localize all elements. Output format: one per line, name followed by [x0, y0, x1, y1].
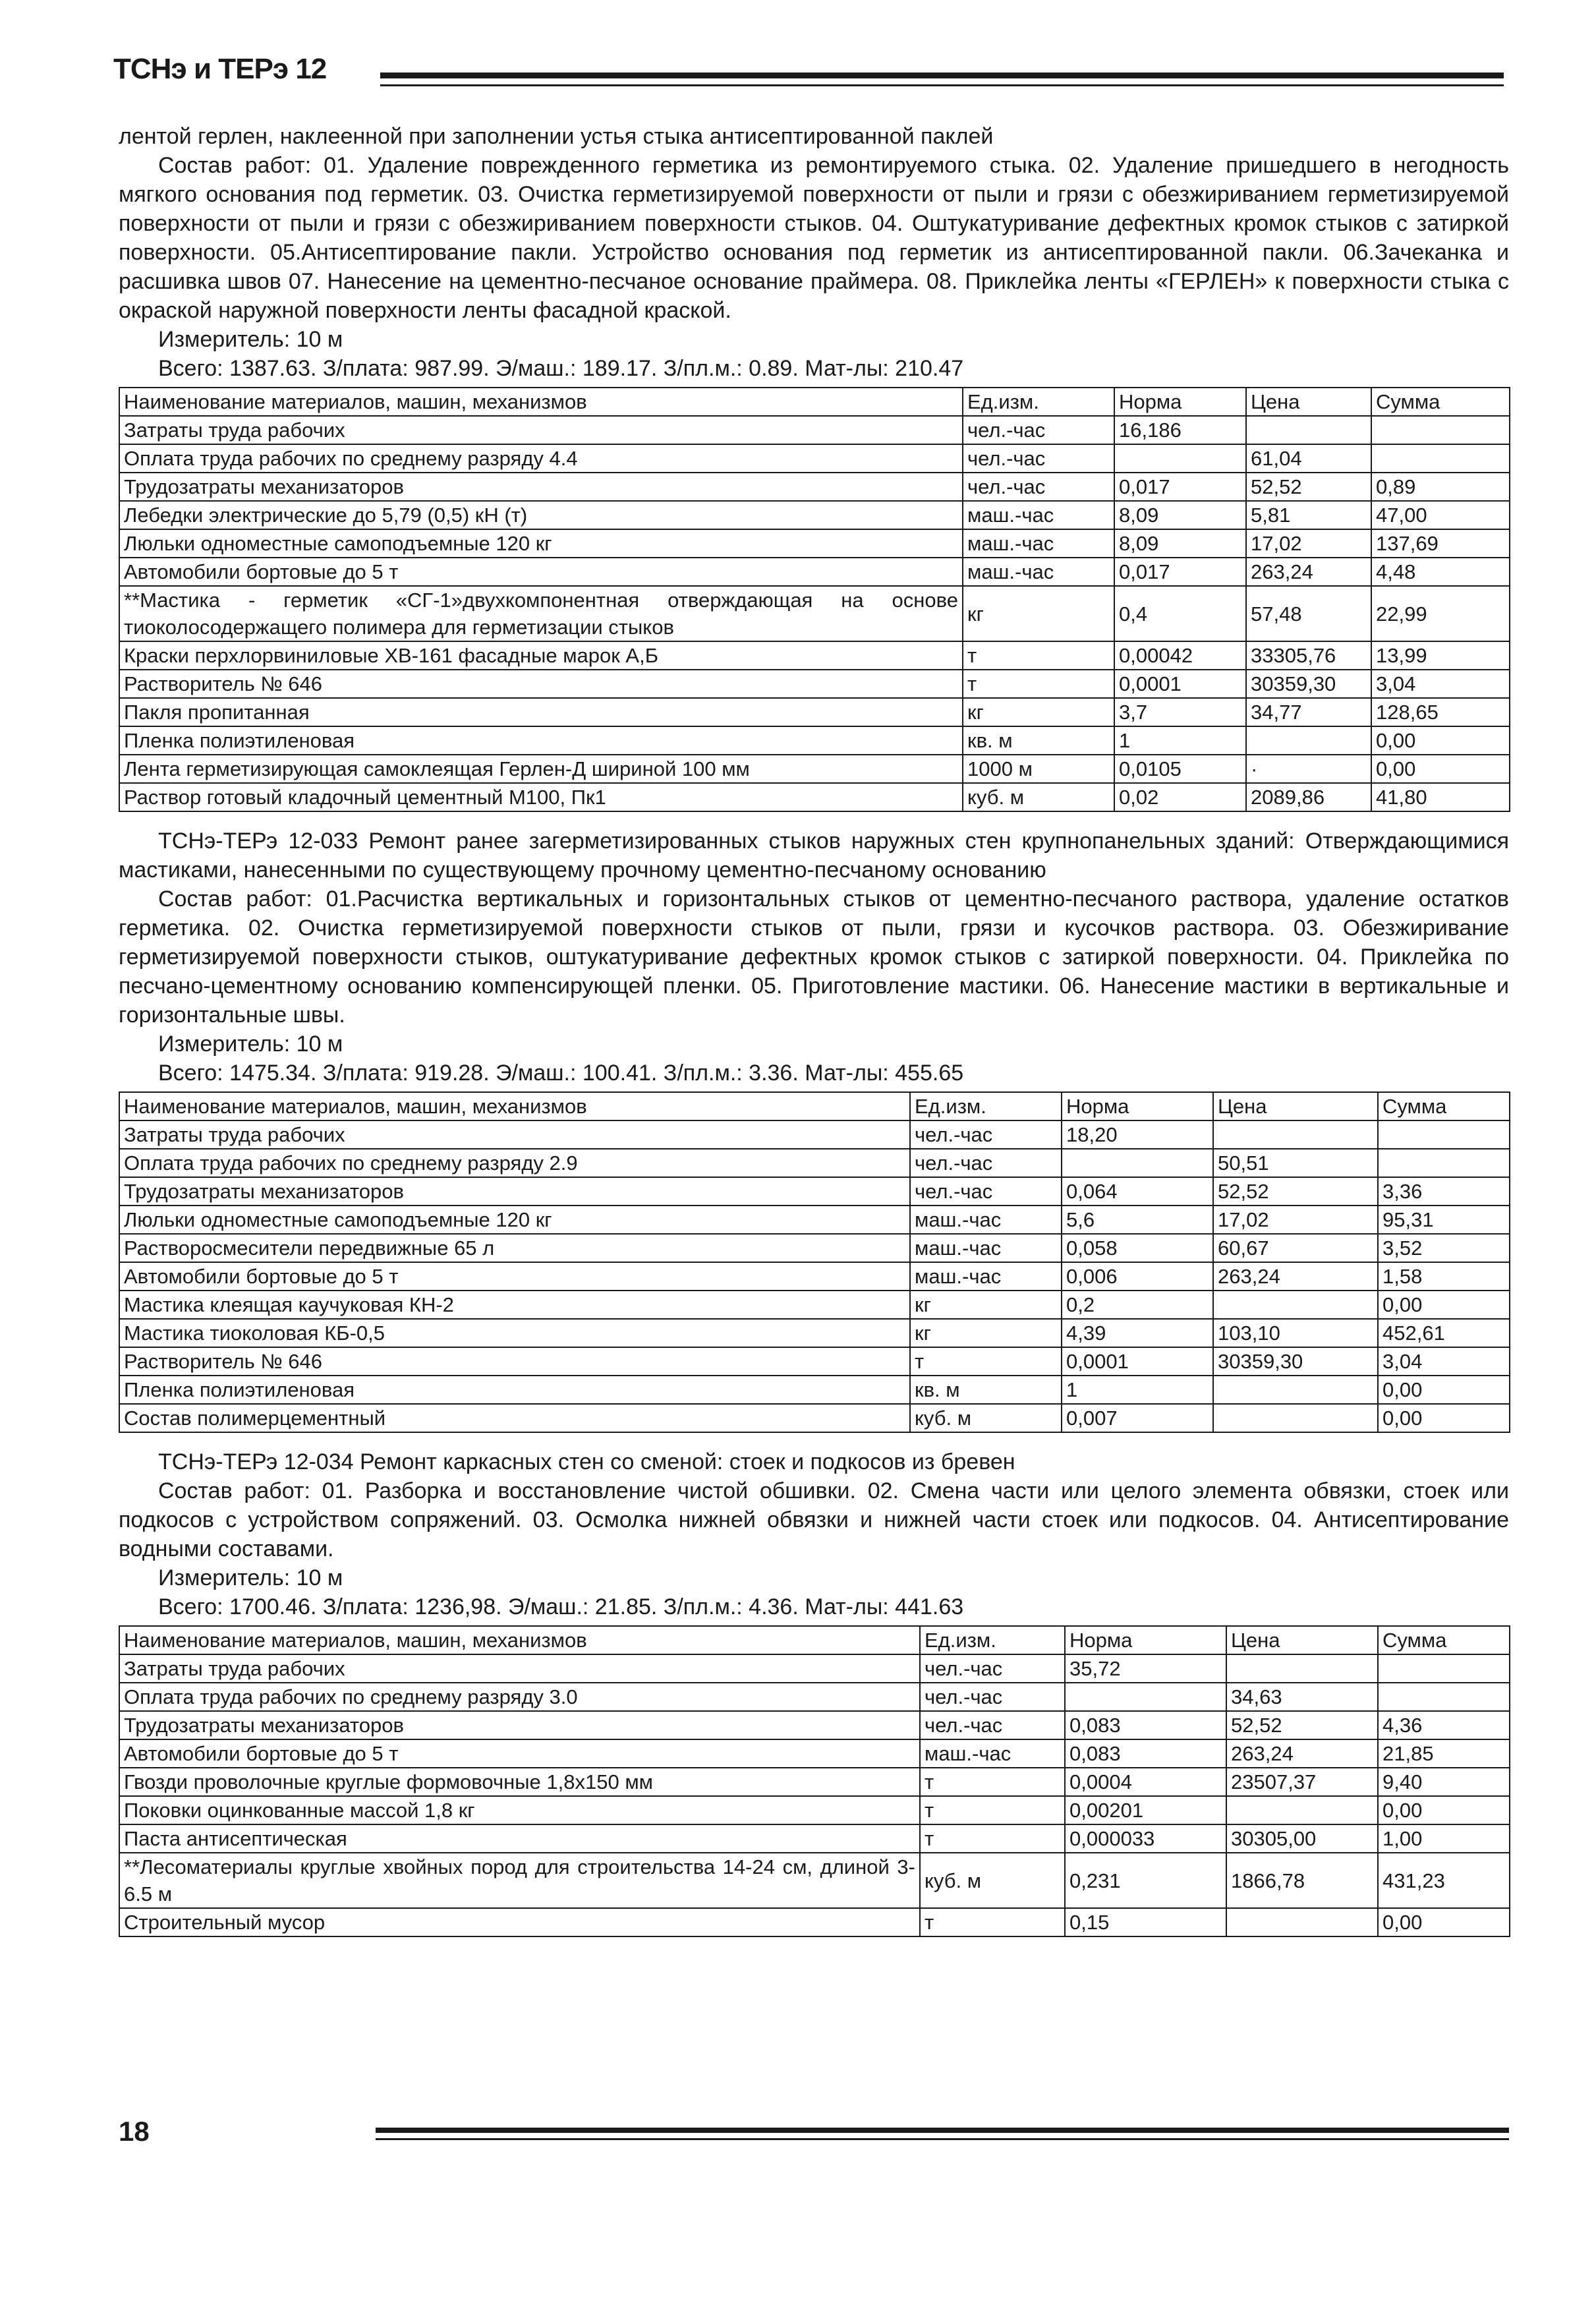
unit-cell: чел.-час [963, 444, 1114, 473]
unit-cell: маш.-час [910, 1262, 1062, 1291]
price-cell: 23507,37 [1226, 1768, 1378, 1796]
norm-cell: 1 [1062, 1376, 1213, 1404]
price-cell: 2089,86 [1246, 783, 1371, 811]
sum-cell [1378, 1120, 1510, 1149]
meter: Измеритель: 10 м [158, 1565, 343, 1590]
header-title: ТСНэ и ТЕРэ 12 [113, 53, 327, 85]
norm-cell: 0,02 [1114, 783, 1246, 811]
price-cell: 263,24 [1246, 558, 1371, 586]
price-cell [1226, 1654, 1378, 1683]
norm-cell [1062, 1149, 1213, 1177]
table-row [119, 1319, 1510, 1347]
unit-cell: куб. м [920, 1853, 1065, 1908]
table-row [119, 1853, 1510, 1908]
unit-cell: маш.-час [963, 529, 1114, 558]
column-header: Ед.изм. [920, 1626, 1065, 1654]
unit-cell: маш.-час [920, 1739, 1065, 1768]
table-row [119, 1120, 1510, 1149]
unit-cell: кг [910, 1291, 1062, 1319]
unit-cell: чел.-час [963, 473, 1114, 501]
unit-cell: чел.-час [910, 1120, 1062, 1149]
footer-rule-thin [376, 2138, 1509, 2140]
table-row [119, 416, 1510, 444]
table-row [119, 501, 1510, 529]
norm-cell: 0,15 [1065, 1908, 1226, 1936]
unit-cell: куб. м [910, 1404, 1062, 1432]
sum-cell: 3,52 [1378, 1234, 1510, 1262]
norm-cell [1065, 1683, 1226, 1711]
column-header: Ед.изм. [963, 388, 1114, 416]
price-cell: 60,67 [1213, 1234, 1378, 1262]
sum-cell: 47,00 [1371, 501, 1510, 529]
unit-cell: т [963, 641, 1114, 670]
sum-cell [1378, 1654, 1510, 1683]
price-cell: 61,04 [1246, 444, 1371, 473]
sum-cell: 95,31 [1378, 1206, 1510, 1234]
sum-cell [1371, 416, 1510, 444]
norm-cell: 35,72 [1065, 1654, 1226, 1683]
resource-name: Мастика клеящая каучуковая КН-2 [119, 1291, 910, 1319]
resource-name: Пленка полиэтиленовая [119, 1376, 910, 1404]
resource-name: Растворитель № 646 [119, 670, 963, 698]
totals: Всего: 1475.34. З/плата: 919.28. Э/маш.: 100.41. З/пл.м.: 3.36. Мат-лы: 455.65 [158, 1061, 964, 1086]
sum-cell: 22,99 [1371, 586, 1510, 641]
price-cell: · [1246, 755, 1371, 783]
table-row [119, 1711, 1510, 1739]
column-header: Наименование материалов, машин, механизмов [119, 1092, 910, 1120]
sum-cell [1378, 1149, 1510, 1177]
norm-cell: 0,058 [1062, 1234, 1213, 1262]
resource-name: Затраты труда рабочих [119, 1654, 920, 1683]
table-row [119, 444, 1510, 473]
resource-name: Трудозатраты механизаторов [119, 473, 963, 501]
norm-cell: 0,017 [1114, 473, 1246, 501]
sum-cell: 431,23 [1378, 1853, 1510, 1908]
resource-name: Мастика тиоколовая КБ-0,5 [119, 1319, 910, 1347]
column-header: Норма [1062, 1092, 1213, 1120]
unit-cell: кв. м [910, 1376, 1062, 1404]
unit-cell: т [910, 1347, 1062, 1376]
norm-cell: 0,0105 [1114, 755, 1246, 783]
column-header: Сумма [1378, 1092, 1510, 1120]
column-header: Цена [1213, 1092, 1378, 1120]
resource-name: Автомобили бортовые до 5 т [119, 1262, 910, 1291]
resource-name: Трудозатраты механизаторов [119, 1711, 920, 1739]
sum-cell: 0,00 [1378, 1404, 1510, 1432]
table-header-row [119, 1626, 1510, 1654]
resource-name: Затраты труда рабочих [119, 416, 963, 444]
price-cell: 57,48 [1246, 586, 1371, 641]
price-cell: 5,81 [1246, 501, 1371, 529]
resource-name: Люльки одноместные самоподъемные 120 кг [119, 529, 963, 558]
table-row [119, 726, 1510, 755]
norm-cell: 0,064 [1062, 1177, 1213, 1206]
resource-name: Паста антисептическая [119, 1824, 920, 1853]
price-cell [1213, 1404, 1378, 1432]
unit-cell: маш.-час [910, 1206, 1062, 1234]
column-header: Цена [1226, 1626, 1378, 1654]
page-footer [119, 2116, 1509, 2155]
table-row [119, 529, 1510, 558]
norm-cell: 0,083 [1065, 1739, 1226, 1768]
table-row [119, 1376, 1510, 1404]
price-cell [1213, 1120, 1378, 1149]
footer-rule [376, 2128, 1509, 2133]
sum-cell [1378, 1683, 1510, 1711]
sum-cell: 0,00 [1371, 755, 1510, 783]
table-row [119, 755, 1510, 783]
norm-cell: 0,007 [1062, 1404, 1213, 1432]
table-row [119, 586, 1510, 641]
section-title: ТСНэ-ТЕРэ 12-033 Ремонт ранее загерметизированных стыков наружных стен крупнопанельных зданий: Отверждающимися мастиками, нанесенными по существующему прочному цементно-песчаному основанию [119, 829, 1509, 883]
unit-cell: т [920, 1908, 1065, 1936]
sum-cell: 3,36 [1378, 1177, 1510, 1206]
unit-cell: маш.-час [963, 558, 1114, 586]
price-cell [1246, 416, 1371, 444]
price-cell [1246, 726, 1371, 755]
table-row [119, 1824, 1510, 1853]
table-row [119, 1347, 1510, 1376]
norm-cell: 0,017 [1114, 558, 1246, 586]
sum-cell: 1,58 [1378, 1262, 1510, 1291]
table-row [119, 698, 1510, 726]
resource-name: Оплата труда рабочих по среднему разряду 3.0 [119, 1683, 920, 1711]
header-rule [380, 73, 1504, 78]
column-header: Наименование материалов, машин, механизмов [119, 388, 963, 416]
table-row [119, 1177, 1510, 1206]
price-cell: 52,52 [1213, 1177, 1378, 1206]
price-cell: 30359,30 [1213, 1347, 1378, 1376]
resource-name: Автомобили бортовые до 5 т [119, 558, 963, 586]
column-header: Сумма [1378, 1626, 1510, 1654]
resource-name: Пленка полиэтиленовая [119, 726, 963, 755]
norm-cell: 4,39 [1062, 1319, 1213, 1347]
resource-name: Краски перхлорвиниловые ХВ-161 фасадные марок А,Б [119, 641, 963, 670]
resource-name: Состав полимерцементный [119, 1404, 910, 1432]
unit-cell: т [920, 1796, 1065, 1824]
table-row [119, 670, 1510, 698]
table-row [119, 1908, 1510, 1936]
price-cell: 263,24 [1213, 1262, 1378, 1291]
sum-cell: 128,65 [1371, 698, 1510, 726]
table-row [119, 1768, 1510, 1796]
norm-cell: 0,00201 [1065, 1796, 1226, 1824]
norm-cell: 16,186 [1114, 416, 1246, 444]
table-row [119, 1404, 1510, 1432]
totals: Всего: 1387.63. З/плата: 987.99. Э/маш.: 189.17. З/пл.м.: 0.89. Мат-лы: 210.47 [158, 356, 964, 381]
table-row [119, 1149, 1510, 1177]
resource-name: Пакля пропитанная [119, 698, 963, 726]
sum-cell: 0,89 [1371, 473, 1510, 501]
section-title: ТСНэ-ТЕРэ 12-034 Ремонт каркасных стен со сменой: стоек и подкосов из бревен [158, 1449, 1015, 1474]
norm-cell: 0,006 [1062, 1262, 1213, 1291]
table-row [119, 1262, 1510, 1291]
resource-name: Раствор готовый кладочный цементный М100, Пк1 [119, 783, 963, 811]
column-header: Цена [1246, 388, 1371, 416]
resources-table [119, 1091, 1510, 1433]
unit-cell: т [920, 1824, 1065, 1853]
norm-cell: 0,000033 [1065, 1824, 1226, 1853]
norm-cell: 1 [1114, 726, 1246, 755]
price-cell: 52,52 [1226, 1711, 1378, 1739]
resource-name: Оплата труда рабочих по среднему разряду 4.4 [119, 444, 963, 473]
resources-table [119, 387, 1510, 812]
unit-cell: кг [910, 1319, 1062, 1347]
norm-cell: 0,0001 [1062, 1347, 1213, 1376]
work-composition: Состав работ: 01. Разборка и восстановление чистой обшивки. 02. Смена части или целого элемента обвязки, стоек или подкосов с устройством сопряжений. 03. Осмолка нижней обвязки и нижней части стоек или подкосов. 04. Антисептирование водными составами. [119, 1478, 1509, 1561]
sum-cell: 3,04 [1371, 670, 1510, 698]
price-cell [1213, 1376, 1378, 1404]
section-title: лентой герлен, наклеенной при заполнении устья стыка антисептированной паклей [119, 124, 994, 149]
resource-name: Лебедки электрические до 5,79 (0,5) кН (т) [119, 501, 963, 529]
price-cell: 33305,76 [1246, 641, 1371, 670]
unit-cell: т [920, 1768, 1065, 1796]
price-cell: 30305,00 [1226, 1824, 1378, 1853]
unit-cell: т [963, 670, 1114, 698]
unit-cell: чел.-час [920, 1683, 1065, 1711]
price-cell: 263,24 [1226, 1739, 1378, 1768]
norm-cell: 8,09 [1114, 501, 1246, 529]
sum-cell: 4,36 [1378, 1711, 1510, 1739]
norm-cell: 8,09 [1114, 529, 1246, 558]
price-cell [1226, 1796, 1378, 1824]
table-header-row [119, 1092, 1510, 1120]
sum-cell: 3,04 [1378, 1347, 1510, 1376]
sum-cell: 1,00 [1378, 1824, 1510, 1853]
page-content [119, 122, 1509, 1952]
sum-cell: 4,48 [1371, 558, 1510, 586]
norm-cell: 0,0001 [1114, 670, 1246, 698]
table-row [119, 473, 1510, 501]
table-row [119, 641, 1510, 670]
norm-cell: 0,231 [1065, 1853, 1226, 1908]
table-row [119, 783, 1510, 811]
price-cell [1213, 1291, 1378, 1319]
norm-cell: 0,2 [1062, 1291, 1213, 1319]
sum-cell: 452,61 [1378, 1319, 1510, 1347]
unit-cell: куб. м [963, 783, 1114, 811]
norm-cell: 18,20 [1062, 1120, 1213, 1149]
work-composition: Состав работ: 01.Расчистка вертикальных и горизонтальных стыков от цементно-песчаного раствора, удаление остатков герметика. 02. Очистка герметизируемой поверхности стыков от пыли, грязи и кусочков раствора. 03. Обезжиривание герметизируемой поверхности стыков, оштукатуривание дефектных кромок стыков с затиркой поверхности. 04. Приклейка по песчано-цементному основанию компенсирующей пленки. 05. Приготовление мастики. 06. Нанесение мастики в вертикальные и горизонтальные швы. [119, 887, 1509, 1028]
unit-cell: маш.-час [910, 1234, 1062, 1262]
price-cell: 17,02 [1213, 1206, 1378, 1234]
unit-cell: чел.-час [963, 416, 1114, 444]
table-row [119, 1739, 1510, 1768]
norm-cell: 0,083 [1065, 1711, 1226, 1739]
sum-cell: 0,00 [1378, 1796, 1510, 1824]
norm-cell [1114, 444, 1246, 473]
sum-cell: 0,00 [1378, 1376, 1510, 1404]
resource-name: Оплата труда рабочих по среднему разряду 2.9 [119, 1149, 910, 1177]
column-header: Норма [1114, 388, 1246, 416]
meter: Измеритель: 10 м [158, 327, 343, 352]
norm-cell: 5,6 [1062, 1206, 1213, 1234]
resource-name: Лента герметизирующая самоклеящая Герлен-Д шириной 100 мм [119, 755, 963, 783]
unit-cell: чел.-час [910, 1149, 1062, 1177]
column-header: Норма [1065, 1626, 1226, 1654]
table-row [119, 1683, 1510, 1711]
table-row [119, 558, 1510, 586]
column-header: Сумма [1371, 388, 1510, 416]
price-cell: 34,77 [1246, 698, 1371, 726]
work-composition: Состав работ: 01. Удаление поврежденного герметика из ремонтируемого стыка. 02. Удаление пришедшего в негодность мягкого основания под герметик. 03. Очистка герметизируемой поверхности от пыли и грязи с обезжириванием герметизируемой поверхности от пыли и грязи с обезжириванием поверхности стыков. 04. Оштукатуривание дефектных кромок стыков с затиркой поверхности. 05.Антисептирование пакли. Устройство основания под герметик из антисептированной пакли. 06.Зачеканка и расшивка швов 07. Нанесение на цементно-песчаное основание праймера. 08. Приклейка ленты «ГЕРЛЕН» к поверхности стыка с окраской наружной поверхности ленты фасадной краской. [119, 153, 1509, 323]
page-number: 18 [119, 2116, 150, 2147]
resource-name: Строительный мусор [119, 1908, 920, 1936]
norm-cell: 0,00042 [1114, 641, 1246, 670]
column-header: Ед.изм. [910, 1092, 1062, 1120]
table-row [119, 1206, 1510, 1234]
resource-name: Люльки одноместные самоподъемные 120 кг [119, 1206, 910, 1234]
sum-cell: 21,85 [1378, 1739, 1510, 1768]
unit-cell: чел.-час [920, 1654, 1065, 1683]
column-header: Наименование материалов, машин, механизмов [119, 1626, 920, 1654]
page-header [113, 53, 1504, 99]
price-cell: 30359,30 [1246, 670, 1371, 698]
price-cell: 50,51 [1213, 1149, 1378, 1177]
norm-cell: 0,4 [1114, 586, 1246, 641]
price-cell: 103,10 [1213, 1319, 1378, 1347]
resource-name: **Мастика - герметик «СГ-1»двухкомпонентная отверждающая на основе тиоколосодержащего полимера для герметизации стыков [119, 586, 963, 641]
resource-name: Поковки оцинкованные массой 1,8 кг [119, 1796, 920, 1824]
unit-cell: кг [963, 586, 1114, 641]
table-row [119, 1654, 1510, 1683]
resource-name: Трудозатраты механизаторов [119, 1177, 910, 1206]
table-row [119, 1291, 1510, 1319]
sum-cell: 0,00 [1378, 1908, 1510, 1936]
price-cell: 17,02 [1246, 529, 1371, 558]
resources-table [119, 1625, 1510, 1937]
resource-name: Затраты труда рабочих [119, 1120, 910, 1149]
unit-cell: кв. м [963, 726, 1114, 755]
sum-cell [1371, 444, 1510, 473]
table-header-row [119, 388, 1510, 416]
resource-name: Автомобили бортовые до 5 т [119, 1739, 920, 1768]
sum-cell: 137,69 [1371, 529, 1510, 558]
resource-name: Растворитель № 646 [119, 1347, 910, 1376]
resource-name: **Лесоматериалы круглые хвойных пород для строительства 14-24 см, длиной 3-6.5 м [119, 1853, 920, 1908]
norm-cell: 0,0004 [1065, 1768, 1226, 1796]
table-row [119, 1234, 1510, 1262]
norm-cell: 3,7 [1114, 698, 1246, 726]
unit-cell: чел.-час [910, 1177, 1062, 1206]
resource-name: Гвозди проволочные круглые формовочные 1,8х150 мм [119, 1768, 920, 1796]
sum-cell: 0,00 [1378, 1291, 1510, 1319]
price-cell: 34,63 [1226, 1683, 1378, 1711]
resource-name: Растворосмесители передвижные 65 л [119, 1234, 910, 1262]
table-row [119, 1796, 1510, 1824]
totals: Всего: 1700.46. З/плата: 1236,98. Э/маш.: 21.85. З/пл.м.: 4.36. Мат-лы: 441.63 [158, 1594, 964, 1619]
sum-cell: 13,99 [1371, 641, 1510, 670]
meter: Измеритель: 10 м [158, 1032, 343, 1057]
price-cell: 52,52 [1246, 473, 1371, 501]
sum-cell: 41,80 [1371, 783, 1510, 811]
price-cell: 1866,78 [1226, 1853, 1378, 1908]
unit-cell: чел.-час [920, 1711, 1065, 1739]
price-cell [1226, 1908, 1378, 1936]
header-rule-thin [380, 84, 1504, 86]
unit-cell: маш.-час [963, 501, 1114, 529]
unit-cell: кг [963, 698, 1114, 726]
sum-cell: 9,40 [1378, 1768, 1510, 1796]
unit-cell: 1000 м [963, 755, 1114, 783]
sum-cell: 0,00 [1371, 726, 1510, 755]
